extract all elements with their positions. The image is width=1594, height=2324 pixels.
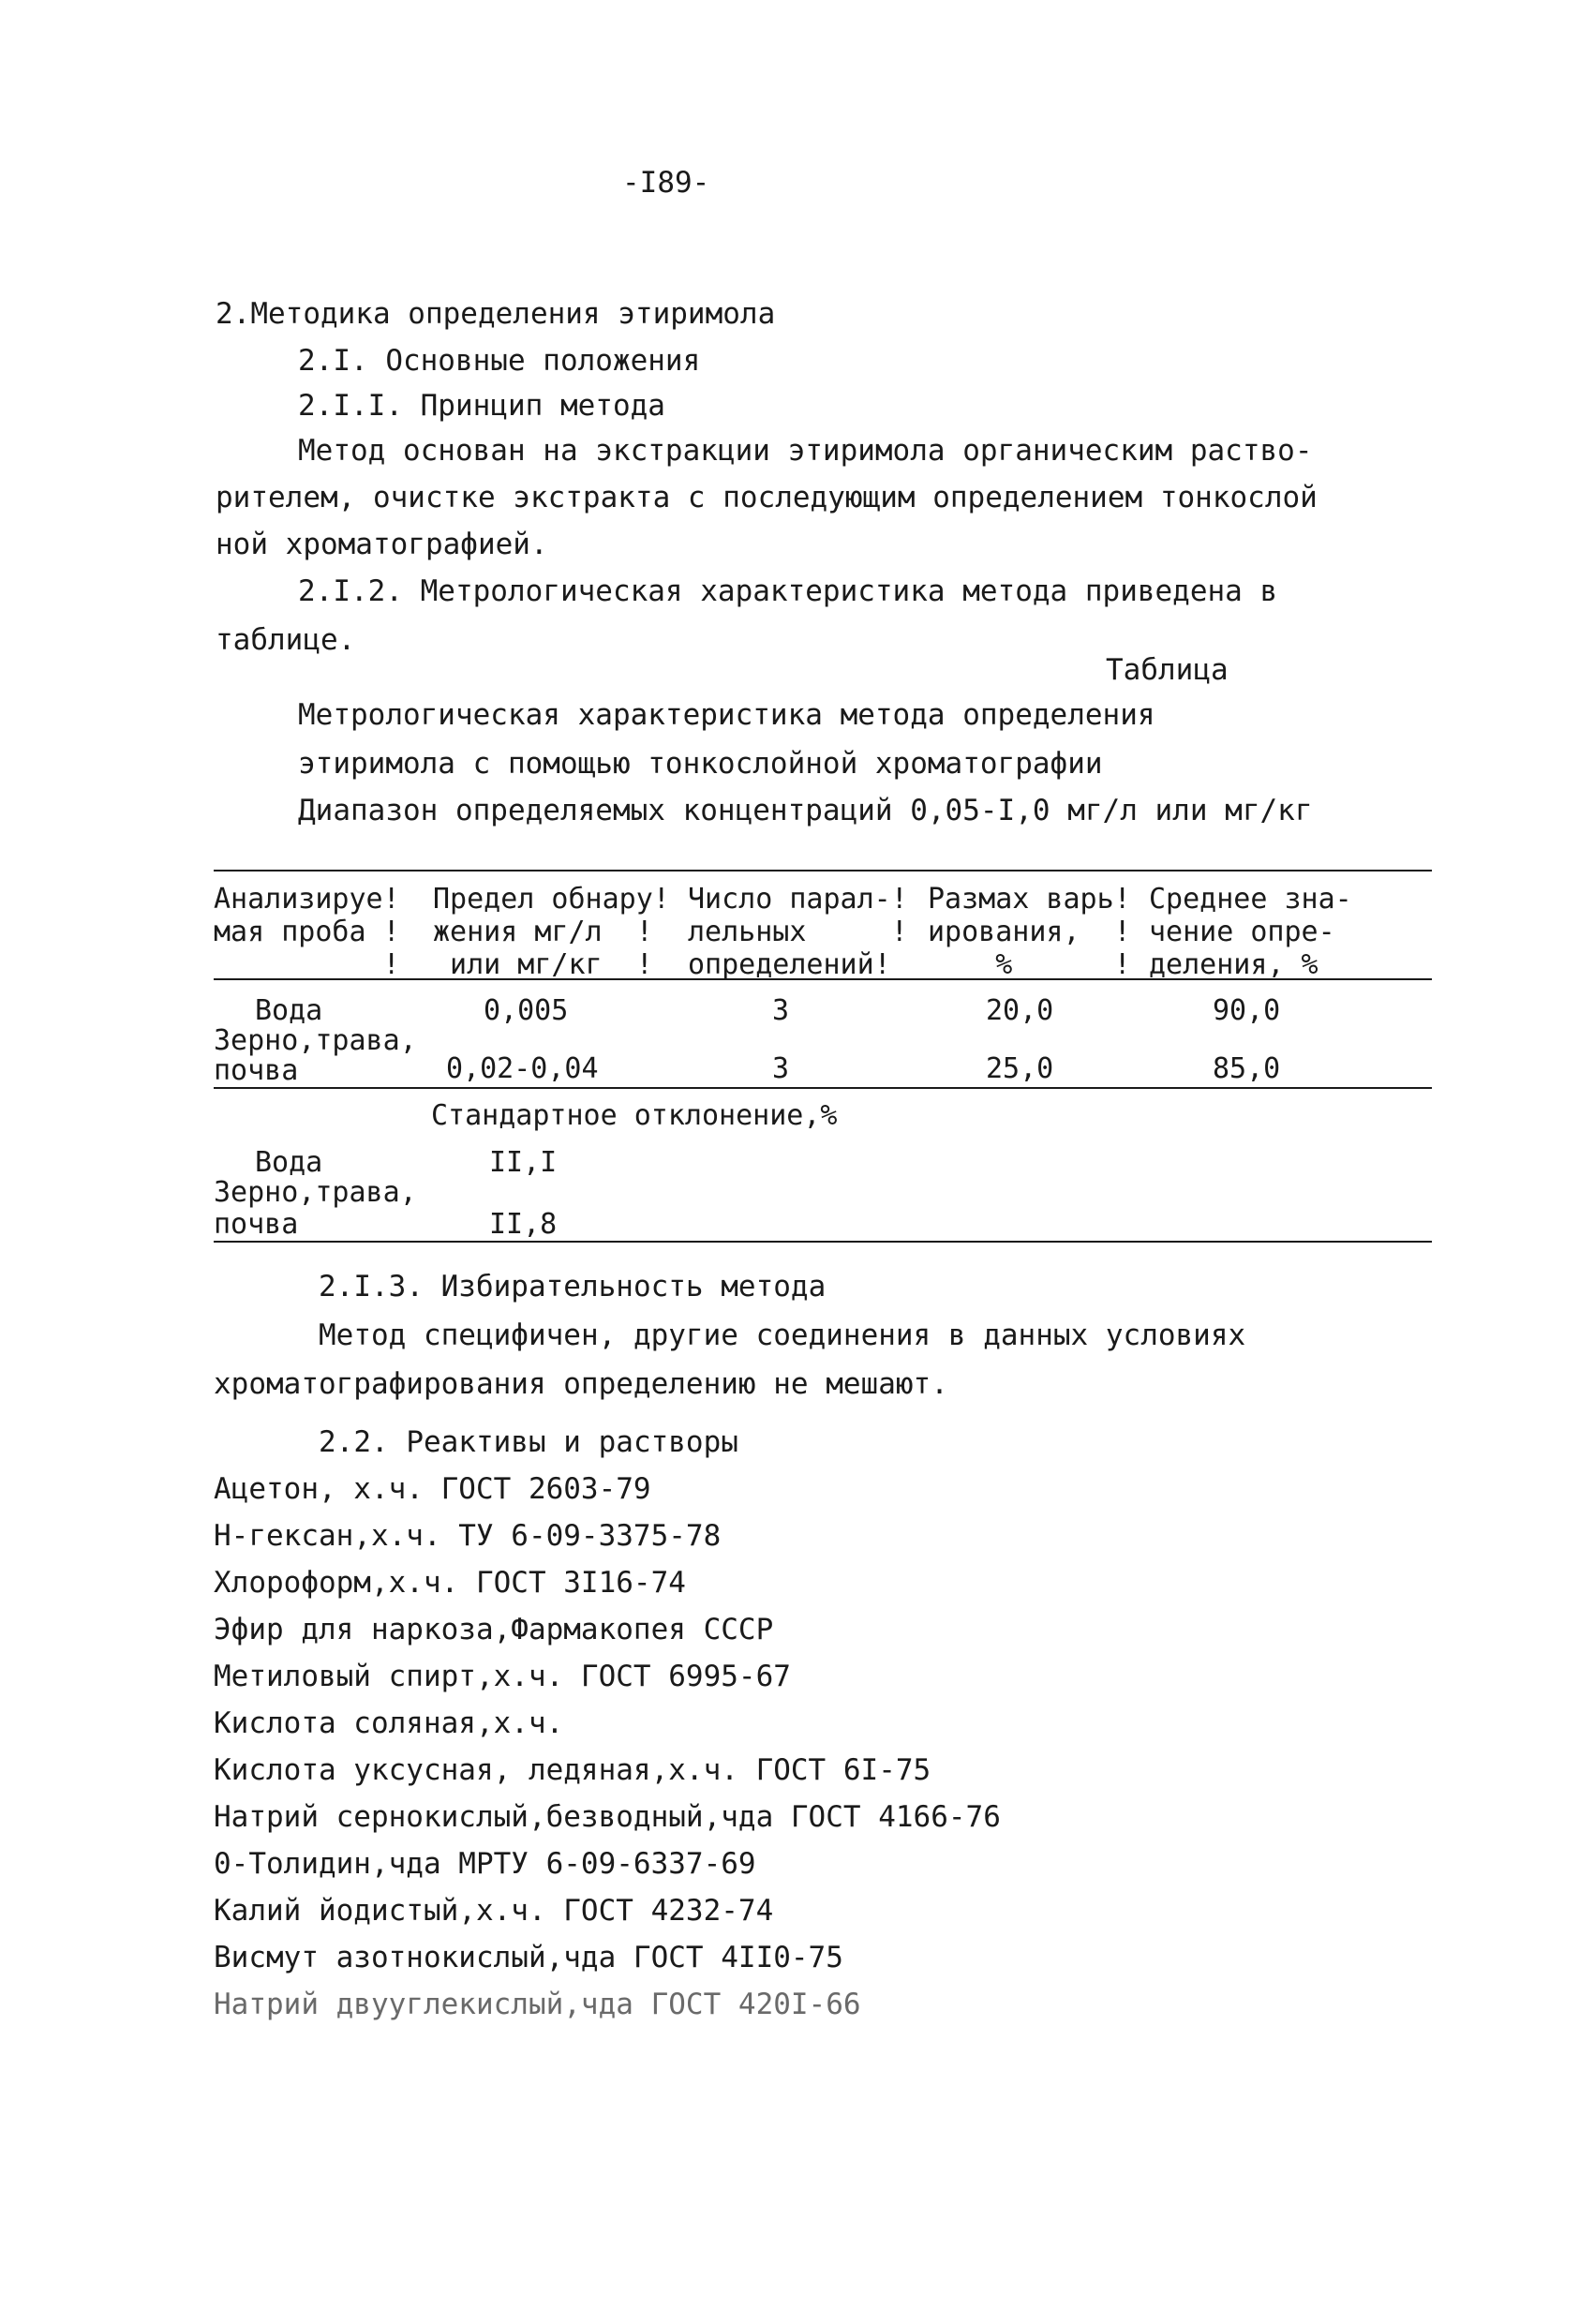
cell-sample: Зерно,трава, <box>214 1024 417 1057</box>
cell-limit: 0,02-0,04 <box>446 1052 599 1085</box>
table-caption-line: Диапазон определяемых концентраций 0,05-I,0 мг/л или мг/кг <box>298 794 1313 827</box>
header-count: лельных ! <box>688 916 908 948</box>
paragraph-line: Метод основан на экстракции этиримола органическим раство- <box>298 434 1313 468</box>
reagent-item: Калий йодистый,х.ч. ГОСТ 4232-74 <box>214 1894 774 1928</box>
cell-std: II,I <box>489 1146 558 1179</box>
table-header-rule <box>214 978 1432 980</box>
header-mean: чение опре- <box>1149 916 1335 948</box>
table-row-rule <box>214 1087 1432 1089</box>
cell-sample: Зерно,трава, <box>214 1176 417 1209</box>
subsubsection-heading: 2.I.3. Избирательность метода <box>319 1270 827 1304</box>
header-range: ирования, ! <box>928 916 1131 948</box>
reagent-item: Н-гексан,х.ч. ТУ 6-09-3375-78 <box>214 1519 722 1553</box>
header-mean: Среднее зна- <box>1149 883 1352 916</box>
page-number: -I89- <box>622 166 710 200</box>
subsubsection-heading: 2.I.I. Принцип метода <box>298 389 665 423</box>
subsection-heading: 2.2. Реактивы и растворы <box>319 1425 738 1459</box>
paragraph-line: Метод специфичен, другие соединения в данных условиях <box>319 1318 1246 1352</box>
cell-count: 3 <box>772 994 790 1027</box>
cell-sample: Вода <box>255 1146 323 1179</box>
cell-mean: 90,0 <box>1213 994 1281 1027</box>
header-sample: Анализируе! <box>214 883 400 916</box>
cell-range: 25,0 <box>986 1052 1054 1085</box>
header-limit: Предел обнару! <box>433 883 670 916</box>
table-top-rule <box>214 870 1432 872</box>
reagent-item: Натрий двууглекислый,чда ГОСТ 420I-66 <box>214 1988 861 2021</box>
reagent-item: Висмут азотнокислый,чда ГОСТ 4II0-75 <box>214 1941 843 1974</box>
cell-mean: 85,0 <box>1213 1052 1281 1085</box>
reagent-item: Метиловый спирт,х.ч. ГОСТ 6995-67 <box>214 1660 791 1693</box>
paragraph-line: 2.I.2. Метрологическая характеристика метода приведена в <box>298 574 1278 608</box>
table-label: Таблица <box>1106 653 1229 687</box>
paragraph-line: ной хроматографией. <box>216 528 548 561</box>
paragraph-line: рителем, очистке экстракта с последующим определением тонкослой <box>216 481 1318 514</box>
cell-sample: Вода <box>255 994 323 1027</box>
header-limit: или мг/кг ! <box>433 948 653 981</box>
section-heading: 2.Методика определения этиримола <box>216 297 776 331</box>
table-bottom-rule <box>214 1241 1432 1243</box>
cell-limit: 0,005 <box>484 994 569 1027</box>
subsection-heading: 2.I. Основные положения <box>298 344 701 378</box>
reagent-item: Хлороформ,х.ч. ГОСТ 3I16-74 <box>214 1566 686 1600</box>
cell-sample: почва <box>214 1054 299 1087</box>
cell-count: 3 <box>772 1052 790 1085</box>
reagent-item: 0-Толидин,чда МРТУ 6-09-6337-69 <box>214 1847 756 1881</box>
reagent-item: Натрий сернокислый,безводный,чда ГОСТ 4166-76 <box>214 1800 1001 1834</box>
cell-range: 20,0 <box>986 994 1054 1027</box>
header-count: Число парал-! <box>688 883 908 916</box>
header-count: определений! <box>688 948 891 981</box>
cell-std: II,8 <box>489 1208 558 1241</box>
header-sample: мая проба ! <box>214 916 400 948</box>
header-range: Размах варь! <box>928 883 1131 916</box>
reagent-item: Эфир для наркоза,Фармакопея СССР <box>214 1613 774 1646</box>
table-caption-line: Метрологическая характеристика метода определения <box>298 698 1155 732</box>
header-sample: ! <box>214 948 400 981</box>
reagent-item: Кислота соляная,х.ч. <box>214 1706 564 1740</box>
table-caption-line: этиримола с помощью тонкослойной хроматографии <box>298 747 1103 781</box>
paragraph-line: хроматографирования определению не мешают. <box>214 1367 948 1401</box>
reagent-item: Кислота уксусная, ледяная,х.ч. ГОСТ 6I-75 <box>214 1753 931 1787</box>
cell-sample: почва <box>214 1208 299 1241</box>
paragraph-line: таблице. <box>216 623 356 657</box>
header-limit: жения мг/л ! <box>433 916 653 948</box>
header-range: % ! <box>928 948 1131 981</box>
reagent-item: Ацетон, х.ч. ГОСТ 2603-79 <box>214 1472 651 1506</box>
std-title: Стандартное отклонение,% <box>431 1099 838 1132</box>
header-mean: деления, % <box>1149 948 1318 981</box>
